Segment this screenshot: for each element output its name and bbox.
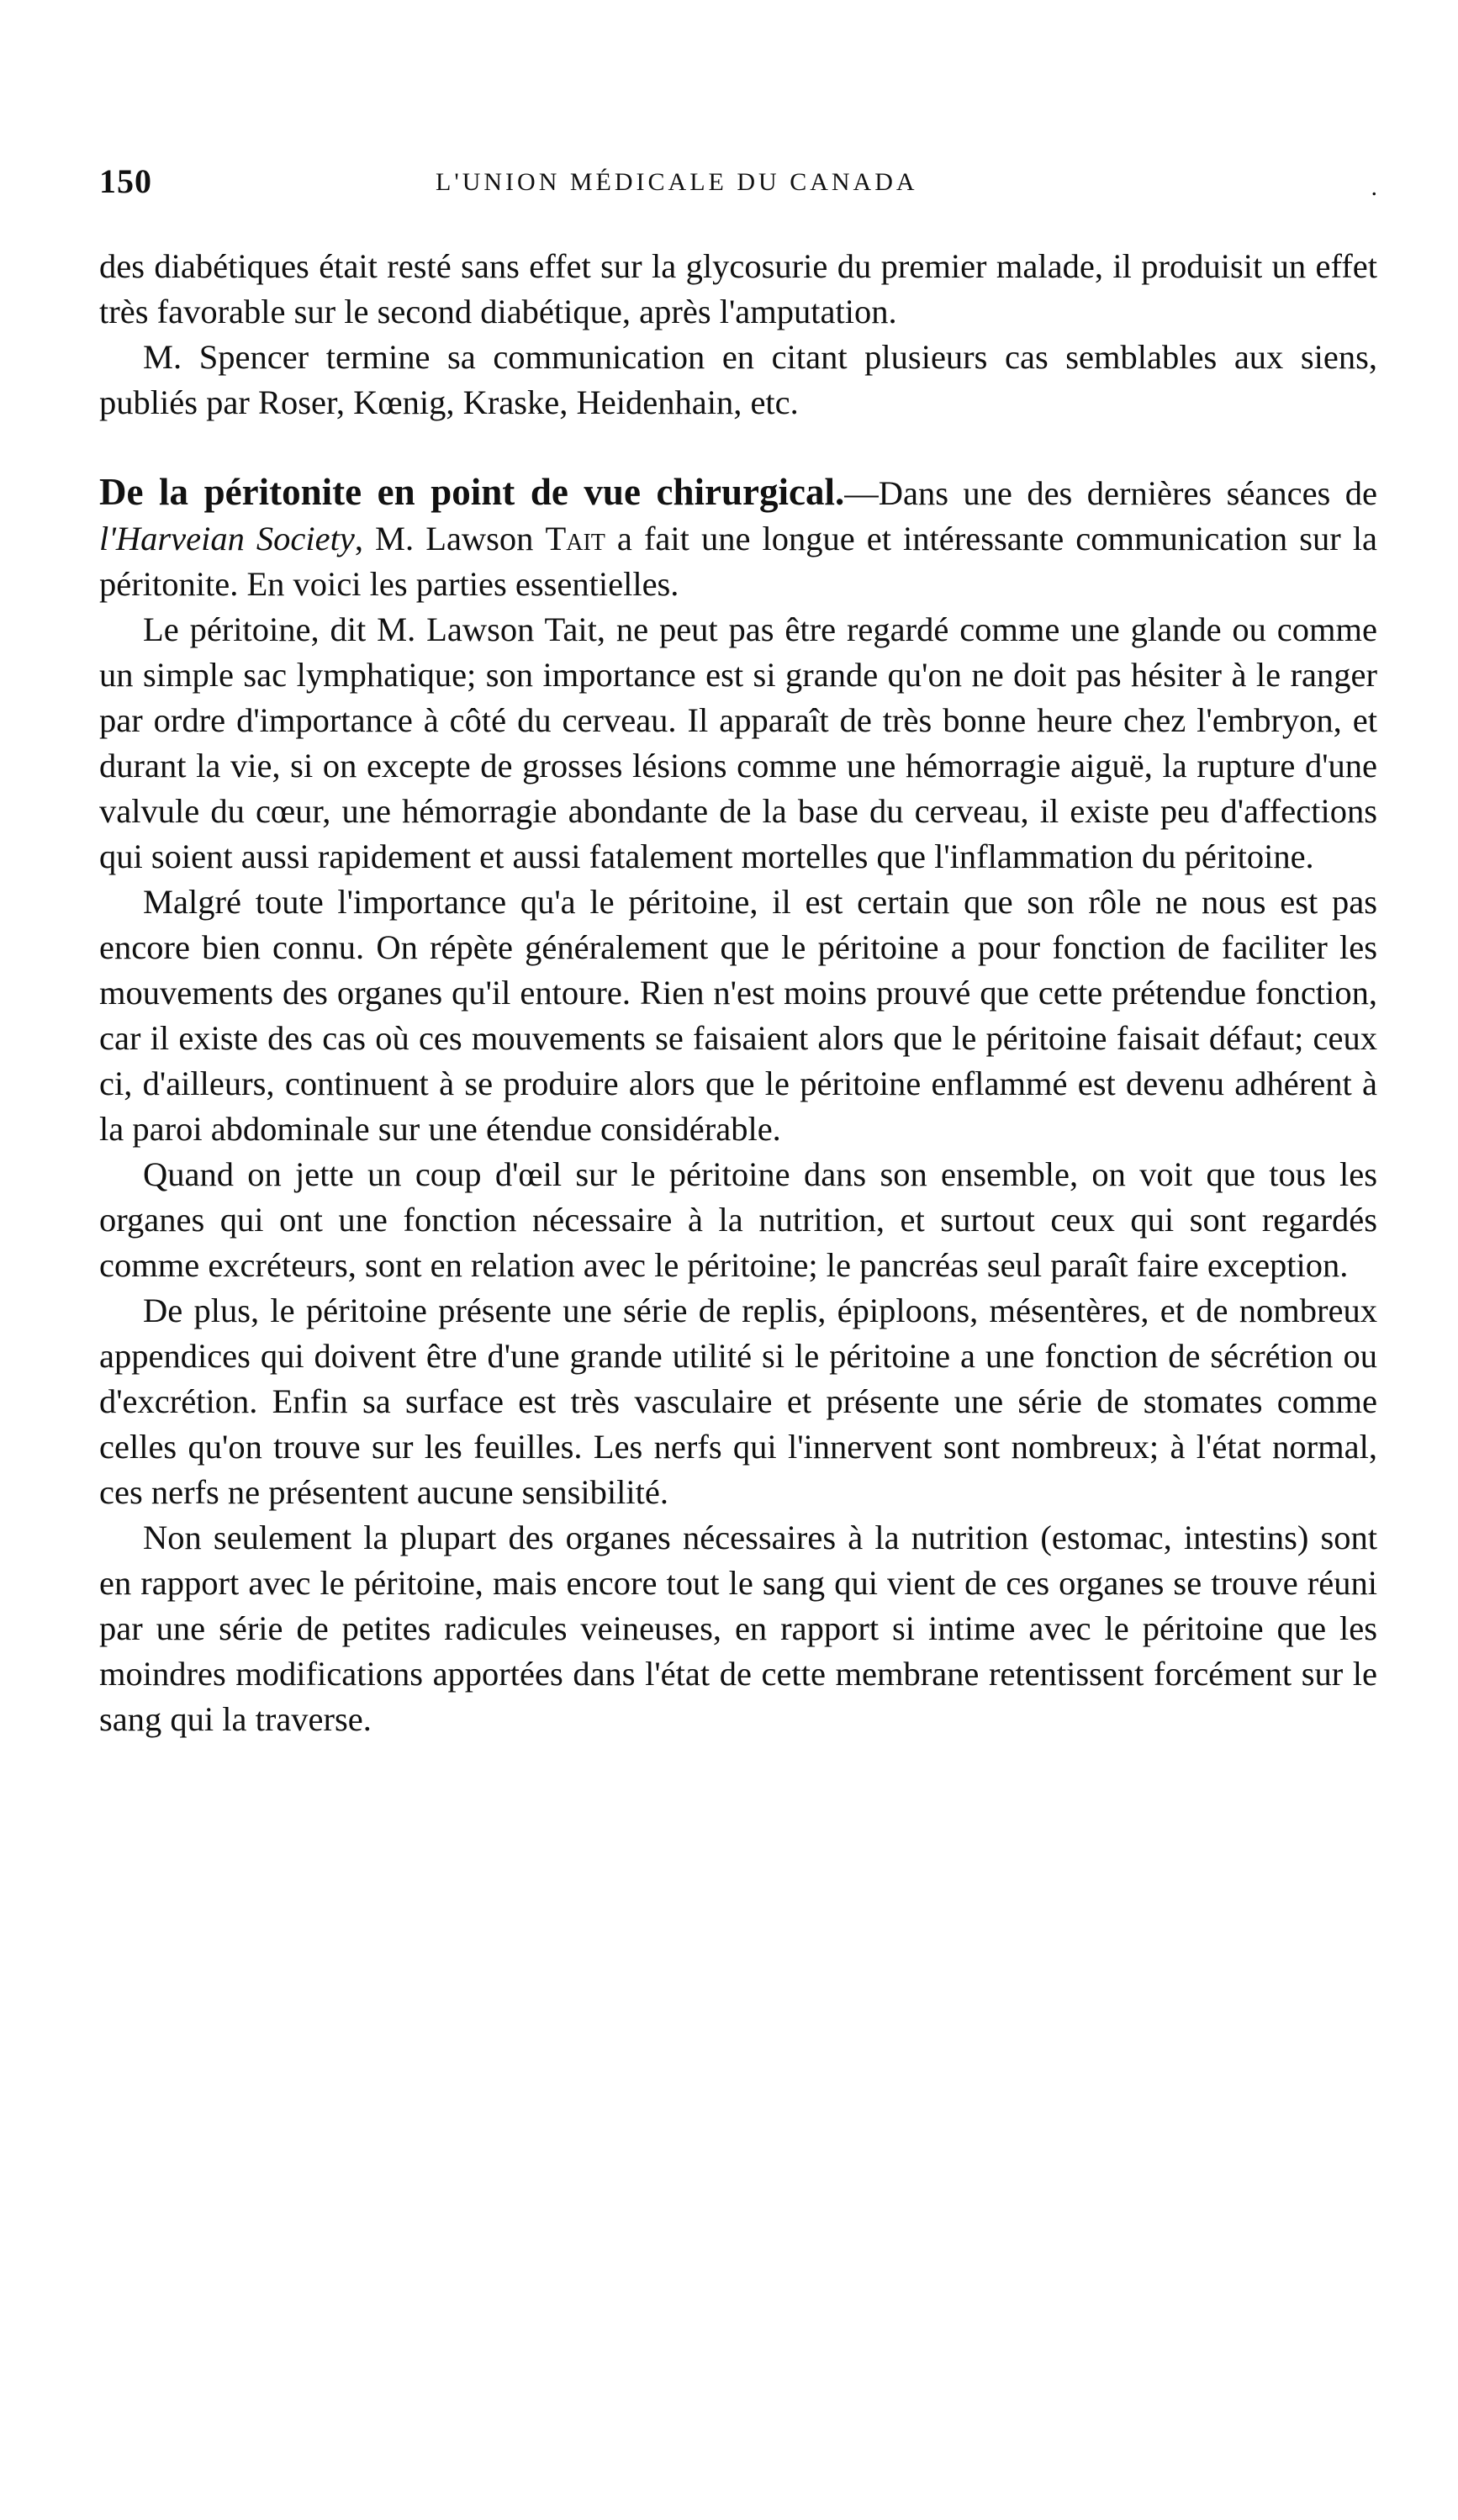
intro-text-2: , M. Lawson — [354, 520, 546, 557]
society-name: l'Harveian Society — [99, 520, 355, 557]
section-title: De la péritonite en point de vue chirurgical. — [99, 471, 845, 513]
author-name: Tait — [545, 520, 605, 557]
paragraph-peritoine-nutrition: Non seulement la plupart des organes nécessaires à la nutrition (estomac, intestins) sont en rapport avec le péritoine, mais encore tout le sang qui vient de ces organes se trouve réuni par une série de petites radicules veineuses, en rapport si intime avec le péritoine que les moindres modifications apportées dans l'état de cette membrane retentissent forcément sur le sang qui la traverse. — [99, 1519, 1377, 1738]
intro-text-1: —Dans une des dernières séances de — [844, 474, 1377, 512]
paragraph-peritoine-replis: De plus, le péritoine présente une série de replis, épiploons, mésentères, et de nombreux appendices qui doivent être d'une grande utilité si le péritoine a une fonction de sécrétion ou d'excrétion. Enfin sa surface est très vasculaire et présente une série de stomates comme celles qu'on trouve sur les feuilles. Les nerfs qui l'innervent sont nombreux; à l'état normal, ces nerfs ne présentent aucune sensibilité. — [99, 1292, 1377, 1511]
paragraph-peritoine-importance: Le péritoine, dit M. Lawson Tait, ne peut pas être regardé comme une glande ou comme un simple sac lymphatique; son importance est si grande qu'on ne doit pas hésiter à le ranger par ordre d'importance à côté du cerveau. Il apparaît de très bonne heure chez l'embryon, et durant la vie, si on excepte de grosses lésions comme une hémorragie aiguë, la rupture d'une valvule du cœur, une hémorragie abondante de la base du cerveau, il existe peu d'affections qui soient aussi rapidement et aussi fatalement mortelles que l'inflammation du péritoine. — [99, 610, 1377, 875]
page-number: 150 — [99, 162, 152, 200]
paragraph-spencer: M. Spencer termine sa communication en citant plusieurs cas semblables aux siens, publiés par Roser, Kœnig, Kraske, Heidenhain, etc. — [99, 338, 1377, 421]
article-intro-paragraph — [99, 469, 1377, 607]
paragraph-peritoine-ensemble: Quand on jette un coup d'œil sur le péritoine dans son ensemble, on voit que tous les organes qui ont une fonction nécessaire à la nutrition, et surtout ceux qui sont regardés comme excréteurs, sont en relation avec le péritoine; le pancréas seul paraît faire exception. — [99, 1155, 1377, 1284]
running-head — [99, 161, 1377, 203]
article-peritonite — [99, 469, 1377, 1742]
intro-text-3: a fait une longue et intéressante communication sur la péritonite. En voici les parties essentielles. — [99, 520, 1377, 603]
paragraph-peritoine-role: Malgré toute l'importance qu'a le péritoine, il est certain que son rôle ne nous est pas encore bien connu. On répète généralement que le péritoine a pour fonction de faciliter les mouvements des organes qu'il entoure. Rien n'est moins prouvé que cette prétendue fonction, car il existe des cas où ces mouvements se faisaient alors que le péritoine faisait défaut; ceux ci, d'ailleurs, continuent à se produire alors que le péritoine enflammé est devenu adhérent à la paroi abdominale sur une étendue considérable. — [99, 883, 1377, 1148]
body-text — [99, 244, 1377, 1742]
stray-mark: . — [1371, 173, 1377, 201]
paragraph-continued: des diabétiques était resté sans effet sur la glycosurie du premier malade, il produisit un effet très favorable sur le second diabétique, après l'amputation. — [99, 247, 1377, 330]
journal-title: L'UNION MÉDICALE DU CANADA — [436, 168, 918, 196]
